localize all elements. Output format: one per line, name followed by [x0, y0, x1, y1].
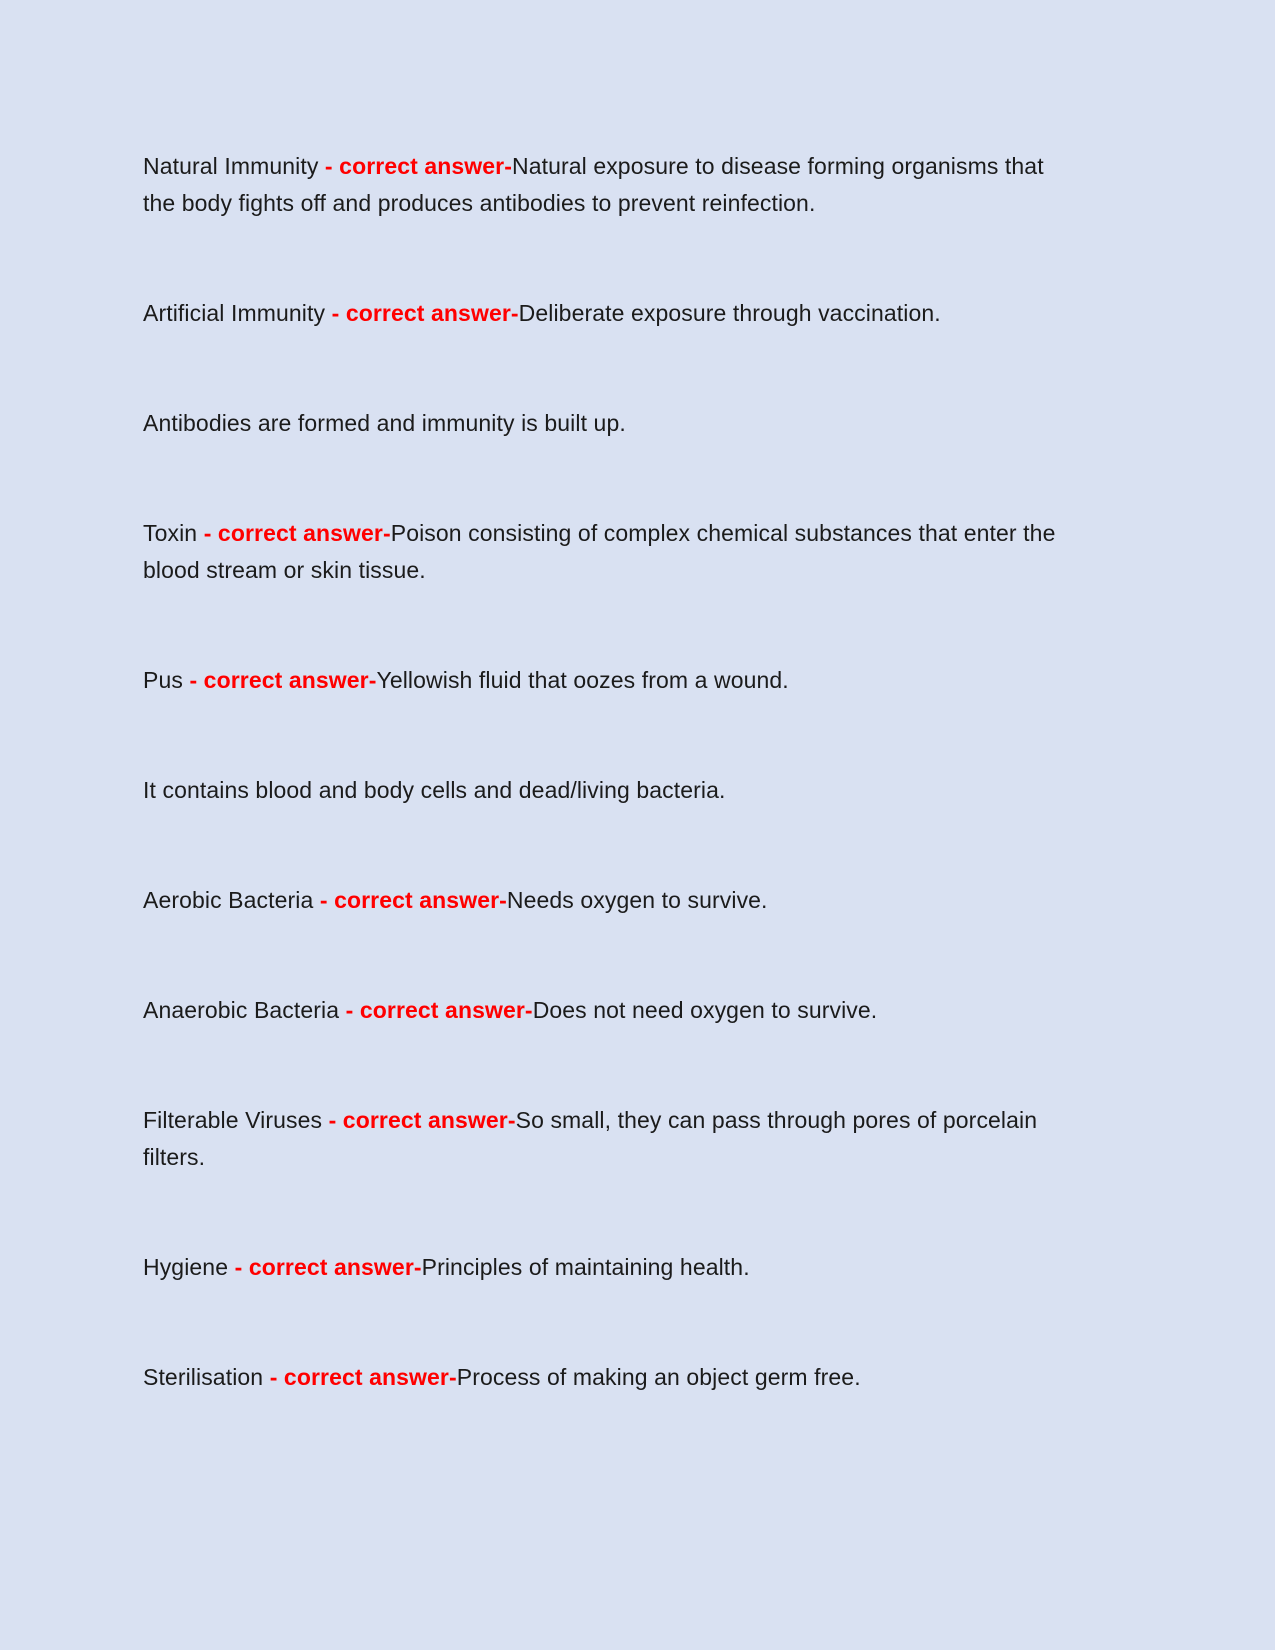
term-text: Filterable Viruses: [143, 1107, 329, 1133]
flashcard-paragraph: [143, 662, 1058, 699]
correct-answer-marker: - correct answer-: [345, 997, 533, 1023]
term-text: Toxin: [143, 520, 204, 546]
correct-answer-marker: - correct answer-: [189, 667, 377, 693]
term-text: Hygiene: [143, 1254, 235, 1280]
continuation-paragraph: [143, 405, 1058, 442]
term-text: Artificial Immunity: [143, 300, 332, 326]
flashcard-paragraph: [143, 148, 1058, 222]
correct-answer-marker: - correct answer-: [324, 153, 512, 179]
term-text: Sterilisation: [143, 1364, 270, 1390]
flashcard-paragraph: [143, 1359, 1058, 1396]
flashcard-paragraph: [143, 295, 1058, 332]
definition-text: So small, they can pass through pores of porcelain filters.: [143, 1107, 1038, 1170]
flashcard-paragraph: [143, 1249, 1058, 1286]
correct-answer-marker: - correct answer-: [319, 887, 507, 913]
definition-text: Deliberate exposure through vaccination.: [518, 300, 941, 326]
continuation-paragraph: [143, 772, 1058, 809]
definition-text: Principles of maintaining health.: [421, 1254, 750, 1280]
flashcard-paragraph: [143, 882, 1058, 919]
definition-text: It contains blood and body cells and dead/living bacteria.: [143, 777, 726, 803]
definition-text: Poison consisting of complex chemical substances that enter the blood stream or skin tissue.: [143, 520, 1056, 583]
definition-text: Yellowish fluid that oozes from a wound.: [376, 667, 789, 693]
definition-text: Natural exposure to disease forming organisms that the body fights off and produces antibodies to prevent reinfection.: [143, 153, 1044, 216]
correct-answer-marker: - correct answer-: [269, 1364, 457, 1390]
term-text: Anaerobic Bacteria: [143, 997, 346, 1023]
definition-text: Antibodies are formed and immunity is built up.: [143, 410, 626, 436]
correct-answer-marker: - correct answer-: [331, 300, 519, 326]
definition-text: Does not need oxygen to survive.: [532, 997, 878, 1023]
term-text: Pus: [143, 667, 190, 693]
flashcard-paragraph: [143, 992, 1058, 1029]
flashcard-paragraph: [143, 1102, 1058, 1176]
term-text: Natural Immunity: [143, 153, 325, 179]
correct-answer-marker: - correct answer-: [203, 520, 391, 546]
term-text: Aerobic Bacteria: [143, 887, 320, 913]
definition-text: Needs oxygen to survive.: [506, 887, 768, 913]
definition-text: Process of making an object germ free.: [456, 1364, 861, 1390]
correct-answer-marker: - correct answer-: [234, 1254, 422, 1280]
correct-answer-marker: - correct answer-: [328, 1107, 516, 1133]
flashcard-paragraph: [143, 515, 1058, 589]
card-list: [143, 148, 1058, 1396]
